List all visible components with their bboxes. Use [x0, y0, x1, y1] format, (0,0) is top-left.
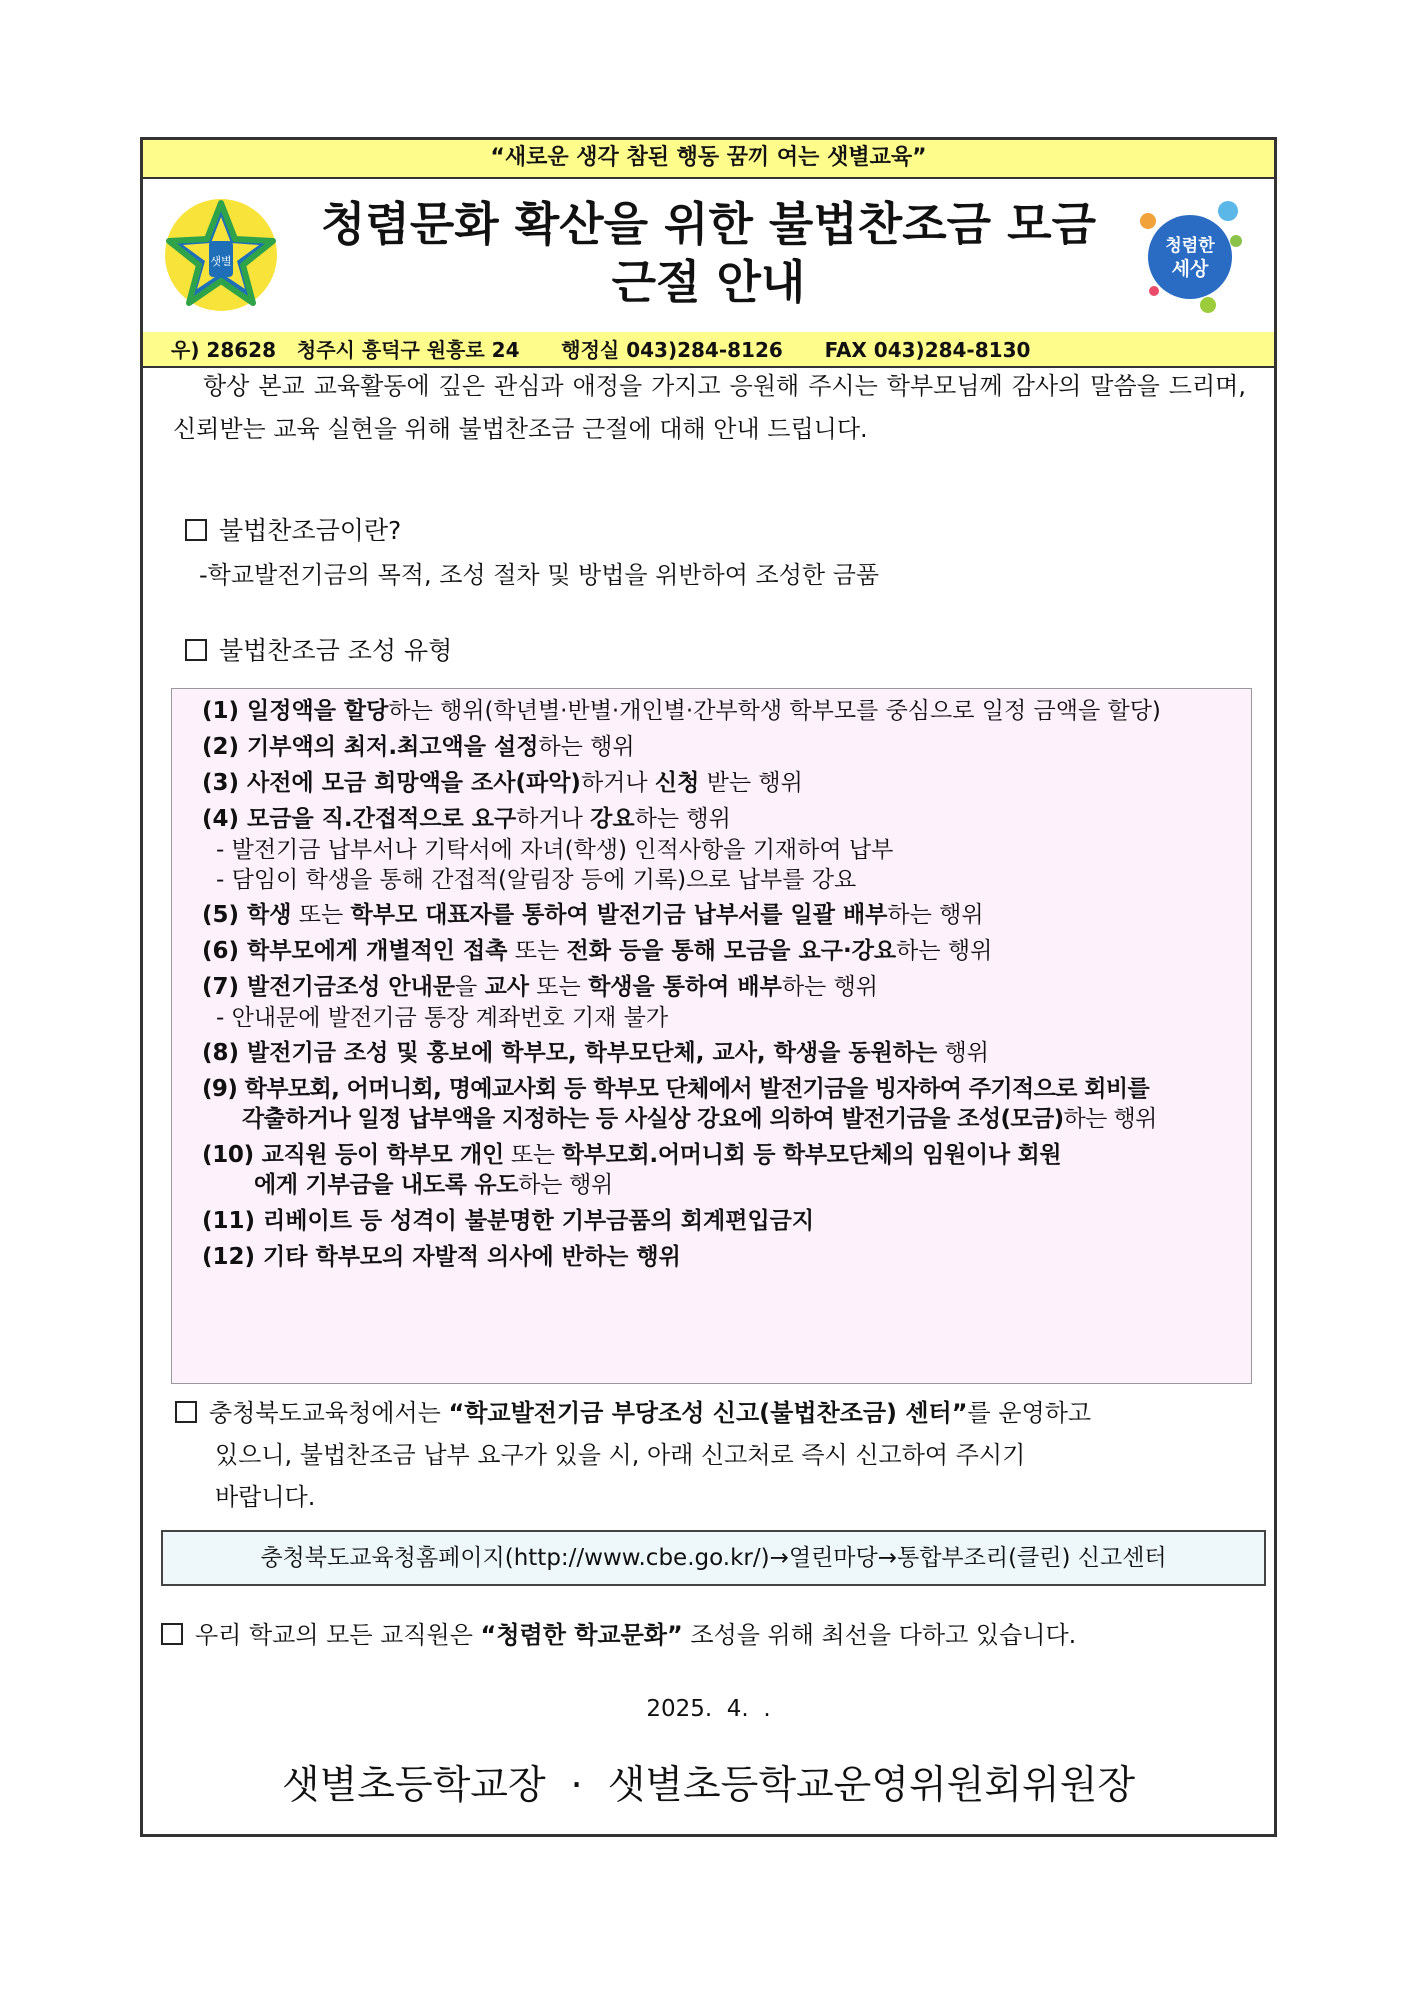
intro-paragraph: 항상 본교 교육활동에 깊은 관심과 애정을 가지고 응원해 주시는 학부모님께 감사의 말씀을 드리며, 신뢰받는 교육 실현을 위해 불법찬조금 근절에 대해 안내 드립니다. — [173, 372, 1246, 443]
list-item: (8) 발전기금 조성 및 홍보에 학부모, 학부모단체, 교사, 학생을 동원하는 행위 — [202, 1040, 989, 1066]
title-line-1: 청렴문화 확산을 위한 불법찬조금 모금 — [320, 197, 1097, 251]
list-sub-item: - 발전기금 납부서나 기탁서에 자녀(학생) 인적사항을 기재하여 납부 — [216, 837, 894, 863]
school-logo-icon — [161, 195, 281, 315]
title-line-2: 근절 안내 — [611, 255, 806, 309]
list-item: (10) 교직원 등이 학부모 개인 또는 학부모회.어머니회 등 학부모단체의 임원이나 회원 에게 기부금을 내도록 유도하는 행위 — [202, 1142, 1062, 1198]
signatories: 샛별초등학교장 · 샛별초등학교운영위원회위원장 — [281, 1763, 1136, 1808]
list-sub-item: - 담임이 학생을 통해 간접적(알림장 등에 기록)으로 납부를 강요 — [216, 867, 857, 893]
issue-date: 2025. 4. . — [646, 1696, 771, 1722]
list-item: (9) 학부모회, 어머니회, 명예교사회 등 학부모 단체에서 발전기금을 빙자하여 주기적으로 회비를 각출하거나 일정 납부액을 지정하는 등 사실상 강요에 의하여 발전기금을 조성(모금)하는 행위 — [202, 1076, 1157, 1132]
page-title — [303, 195, 1114, 311]
address-bar: 우) 28628 청주시 흥덕구 원흥로 24 행정실 043)284-8126 FAX 043)284-8130 — [143, 332, 1274, 368]
list-item: (12) 기타 학부모의 자발적 의사에 반하는 행위 — [202, 1244, 681, 1270]
slogan-banner: “새로운 생각 참된 행동 꿈끼 여는 샛별교육” — [143, 140, 1274, 179]
checkbox-square-icon — [185, 639, 207, 661]
checkbox-square-icon — [175, 1401, 197, 1423]
list-item: (11) 리베이트 등 성격이 불분명한 기부금품의 회계편입금지 — [202, 1208, 815, 1234]
header — [143, 177, 1274, 334]
list-item: (7) 발전기금조성 안내문을 교사 또는 학생을 통하여 배부하는 행위 — [202, 974, 879, 1000]
checkbox-square-icon — [185, 519, 207, 541]
closing-statement: 우리 학교의 모든 교직원은 “청렴한 학교문화” 조성을 위해 최선을 다하고 있습니다. — [161, 1618, 1246, 1652]
checkbox-square-icon — [161, 1623, 183, 1645]
notice-frame — [140, 137, 1277, 1837]
section-types-heading: 불법찬조금 조성 유형 — [185, 634, 452, 668]
list-item: (1) 일정액을 할당하는 행위(학년별·반별·개인별·간부학생 학부모를 중심으로 일정 금액을 할당) — [202, 698, 1161, 724]
integrity-logo-icon — [1126, 191, 1254, 319]
svg-text:샛별: 샛별 — [210, 255, 232, 268]
svg-text:세상: 세상 — [1171, 258, 1209, 280]
list-item: (5) 학생 또는 학부모 대표자를 통하여 발전기금 납부서를 일괄 배부하는 행위 — [202, 902, 984, 928]
list-item: (4) 모금을 직.간접적으로 요구하거나 강요하는 행위 — [202, 806, 731, 832]
report-center-note: 충청북도교육청에서는 “학교발전기금 부당조성 신고(불법찬조금) 센터”를 운영하고 있으니, 불법찬조금 납부 요구가 있을 시, 아래 신고처로 즉시 신고하여 주시기 바랍니다. — [175, 1392, 1246, 1518]
list-sub-item: - 안내문에 발전기금 통장 계좌번호 기재 불가 — [216, 1005, 669, 1031]
types-list — [171, 688, 1252, 1384]
list-item: (6) 학부모에게 개별적인 접촉 또는 전화 등을 통해 모금을 요구·강요하는 행위 — [202, 938, 993, 964]
report-link[interactable]: 충청북도교육청홈페이지(http://www.cbe.go.kr/)→열린마당→통합부조리(클린) 신고센터 — [161, 1530, 1266, 1586]
section-definition-desc: -학교발전기금의 목적, 조성 절차 및 방법을 위반하여 조성한 금품 — [199, 561, 880, 589]
list-item: (2) 기부액의 최저.최고액을 설정하는 행위 — [202, 734, 635, 760]
list-item: (3) 사전에 모금 희망액을 조사(파악)하거나 신청 받는 행위 — [202, 770, 803, 796]
svg-text:청렴한: 청렴한 — [1165, 236, 1215, 256]
section-definition-heading: 불법찬조금이란? — [185, 514, 401, 548]
